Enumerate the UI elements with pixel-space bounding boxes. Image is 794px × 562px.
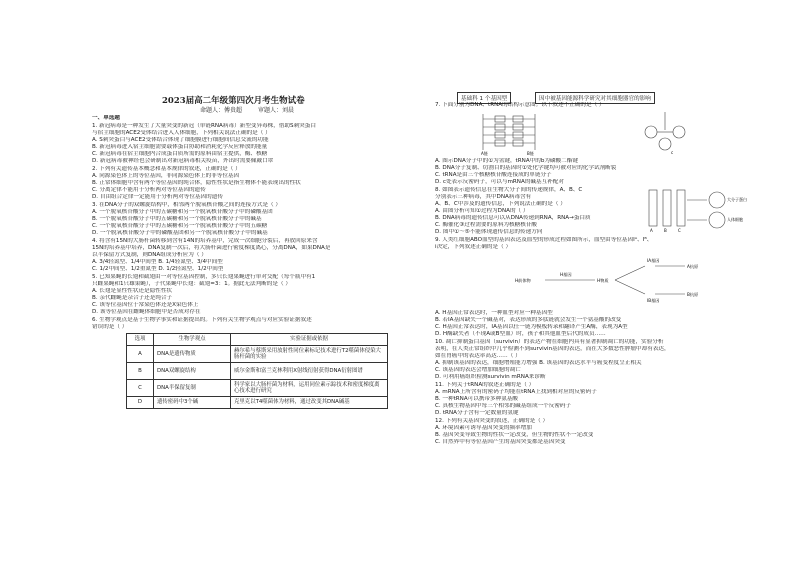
dna-trna-figure [475, 110, 715, 156]
table-row: C DNA半保留复制 科学家以大肠杆菌为材料，运用同位素示踪技术和密度梯度离心技术进行研究 [127, 380, 388, 397]
svg-text:H前体物: H前体物 [515, 278, 531, 283]
svg-text:A: A [650, 228, 653, 233]
q6-table [126, 333, 388, 409]
table-row: D 遗传密码中3个碱 克里克以T4噬菌体为材料，通过改变其DNA碱基 [127, 397, 388, 409]
info-transfer-figure [647, 186, 757, 234]
svg-text:IB基因: IB基因 [647, 298, 660, 303]
table-row: B DNA双螺旋结构 威尔金斯和富兰克林利用X射线衍射获得DNA衍射图谱 [127, 363, 388, 380]
svg-text:A抗原: A抗原 [687, 264, 699, 269]
dna-ladder-diagram [483, 114, 535, 150]
table-header-row: 选项 生物学观点 实验证据或依据 [127, 334, 388, 346]
svg-text:B抗原: B抗原 [687, 292, 699, 297]
table-row: A DNA是遗传物质 赫尔希与蔡斯采用放射性同位素标记技术进行T2噬菌体侵染大肠杆菌的实验 [127, 346, 388, 363]
svg-text:C: C [678, 228, 681, 233]
tag-box-1: 基础科 1 个基因型 [457, 92, 511, 104]
strand-b-label: B链 [527, 151, 534, 156]
svg-text:人体细胞: 人体细胞 [727, 217, 743, 222]
author-line: 命题人：傅贵超 审题人：刘晨 [200, 107, 294, 114]
svg-text:大分子蛋白: 大分子蛋白 [727, 197, 747, 202]
strand-a-label: A链 [481, 151, 488, 156]
svg-text:B: B [664, 228, 667, 233]
trna-cloverleaf-diagram [645, 112, 685, 150]
exam-sheet: 2023届高二年级第四次月考生物试卷 命题人：傅贵超 审题人：刘晨 一、单选题 1. 新冠病毒是一种发生了大量突变的新冠（单链RNA病毒）新型变异毒株，借助S刺突蛋白 与宿主细胞的ACE2受体结合进入人体细胞，下列相关说法正确的是（ ） A. S刺突蛋白与ACE2受体结合体现了细胞膜进行细胞间信息交流的功能 B. 新冠病毒进入宿主细胞需要载体蛋白协助和消耗化学反应释放的能量 C. 新冠病毒在宿主细胞内合成蛋白质所需的原料由宿主提供，酶、核糖 D. 新冠病毒被神经也会研制出对新冠病毒相关疫苗，外出时需要佩戴口罩 2. 下列有关遗传基本概念和基本规律的叙述，正确的是（ ） A. 同源染色体上的等位基因，非同源染色体上的非等位基因 B. 正常体细胞中含有两个等位基因的纯合体，隐性性状是指生物体不能表现出的性状 C. 分离定律不能用于分析两对等位基因的遗传 D. 自由组合定律一定能用于分析两对等位基因的遗传 3. 在DNA分子的双螺旋结构中，相邻两个脱氧核苷酸之间的连接方式是（ ） A. 一个脱氧核苷酸分子中的五碳糖和另一个脱氧核苷酸分子中的磷酸基团 B. 一个脱氧核苷酸分子中的五碳糖和另一个脱氧核苷酸分子中的碱基 C. 一个脱氧核苷酸分子中的五碳糖和另一个脱氧核苷酸分子中的五碳糖 D. 一个脱氧核苷酸分子中的磷酸基团和另一个脱氧核苷酸分子中的碱基 4. 将含有15N的大肠杆菌转移到含有14N的培养基中，完成一次细胞分裂后，再放回原来含 15N的培养基中培养，DNA复制一次后，将大肠杆菌进行密度梯度离心，分离DNA，如果DNA是 以半保留方式复制，则DNA组成分析应为（ ） A. 3/4轻氮型、1/4中间型 B. 1/4轻氮型、3/4中间型 C. 1/2中间型、1/2重氮型 D. 1/2轻氮型、1/2中间型 5. 已知果蝇的长翅和截翅由一对等位基因控制，多只长翅果蝇进行单对交配（每个瓶中有1 只雌果蝇和1只雄果蝇），子代果蝇中长翅：截翅=3：1。据此无法判断的是（ ） A. 长翅是显性性状还是隐性性状 B. 亲代雌蝇是杂合子还是纯合子 C. 该等位基因位于常染色体还是X染色体上 D. 该等位基因在雌蝇体细胞中是否成对存在 6. 生物学观点是基于生物学事实和证据提出的。下列有关生物学观点与对应实验证据叙述 错误的是（ ） 选项 生物学观点 实验证据或依据 A DNA是遗传物质 赫尔希与蔡斯采用放射性同位素标记技术进行T2噬菌体侵染大肠杆菌的实验 B DNA双螺旋结构 威尔金斯和富兰克林利用X射线衍射获得DNA衍射图谱 C DNA半保留复制 科学家以大肠杆菌为材料，运用同位素示踪技术和密度梯度离心技术进行研究 D 遗传密码中3个碱 克里克以T4噬菌体为材料，通过改变其DNA碱基 基础科 1 个基因型 因中被基因能源科学研究对其细胞器官的影响 7. 下面分别为DNA、tRNA的结构示意图。以下叙述不正确的是（ ） A链 B链 c A. 图示DNA分子中的①为氢键，tRNA中的b为磷酸二酯键 B. DNA分子复制、切割目的基因时①处化学键均可被对应的化学试剂断裂 C. tRNA是由三个核糖核苷酸连接成的单链分子 D. c处表示反密码子，可以与mRNA的碱基互补配对 8. 如图表示遗传信息在生物大分子间的传递规律，A、B、C 分别表示三种病毒，其中DNA病毒含有 A、B、C中涉及的遗传信息，下列说法正确的是（ ） A. 由图分析可知①过程为DNA的（ ） B. DNA病毒的遗传信息可以从DNA传递到RNA，RNA→蛋白质 C. 酶催化③过程需要的原料为核糖核苷酸 D. 图中①～⑤不能体现遗传信息的传递方向 A B C 大分子蛋白 人体细胞 9. 人类红细胞ABO血型的基因表达及血型的形成过程如图所示，血型由等位基因Iᴬ、Iᴮ、 i决定，下列叙述正确的是（ ） H前体物 H基因 H物质 IA基因 IB基因 A抗原 B抗原 A. H基因正常表达时，一种血型对应一种基因型 B. 若IA基因缺失一个碱基对，表达形成的多肽链就会发生一个氨基酸的改变 C. H基因正常表达时，IA基因以任一链为模板转录和翻译产生A酶，表现为A型 D. H酶缺失者（不现A或B型血）时，孩子和其他血型后代的成员…… 10. 凋亡抑制蛋白基因（survivin）的表达产物在细胞内具有显著抑制凋亡的功能，实验分析 表明，在人类正常组织中几乎检测不到survivin基因的表达，而在大多数恶性肿瘤中却有表达， 如在胃癌中的表达率高达……（ ） A. 抑制该基因的表达，细胞增殖能力增强 B. 该基因的表达水平与癌变程度呈正相关 C. 该基因的表达会增加细胞的凋亡 D. 可利用癌组织检测survivin mRNA来诊断 11. 下列关于tRNA的叙述正确的是（ ） A. mRNA上所含有的密码子均能在tRNA上找到相对应的反密码子 B. 一种tRNA可以携带多种氨基酸 C. 真核生物基因中每三个相邻的碱基组成一个反密码子 D. tRNA分子含有一定数量的氢键 12. 下列有关基因突变的叙述，正确的是（ ） A. 环境因素可诱导基因突变的频率增加 B. 基因突变导致生物的性状一定改变，但生物的性状不一定改变 C. 自然界中有等位基因产生的基因突变都是基因突变 [0, 0, 794, 562]
svg-text:IA基因: IA基因 [647, 258, 660, 263]
section-heading: 一、单选题 [92, 115, 120, 121]
svg-text:H物质: H物质 [597, 278, 609, 283]
exam-title: 2023届高二年级第四次月考生物试卷 [162, 96, 305, 106]
abo-pathway-figure [515, 252, 715, 308]
svg-text:H基因: H基因 [560, 272, 572, 277]
anticodon-label: c [671, 150, 674, 155]
info-transfer-diagram [649, 190, 725, 228]
tag-box-2: 因中被基因能源科学研究对其细胞器官的影响 [535, 92, 655, 104]
abo-pathway-diagram [545, 266, 685, 294]
